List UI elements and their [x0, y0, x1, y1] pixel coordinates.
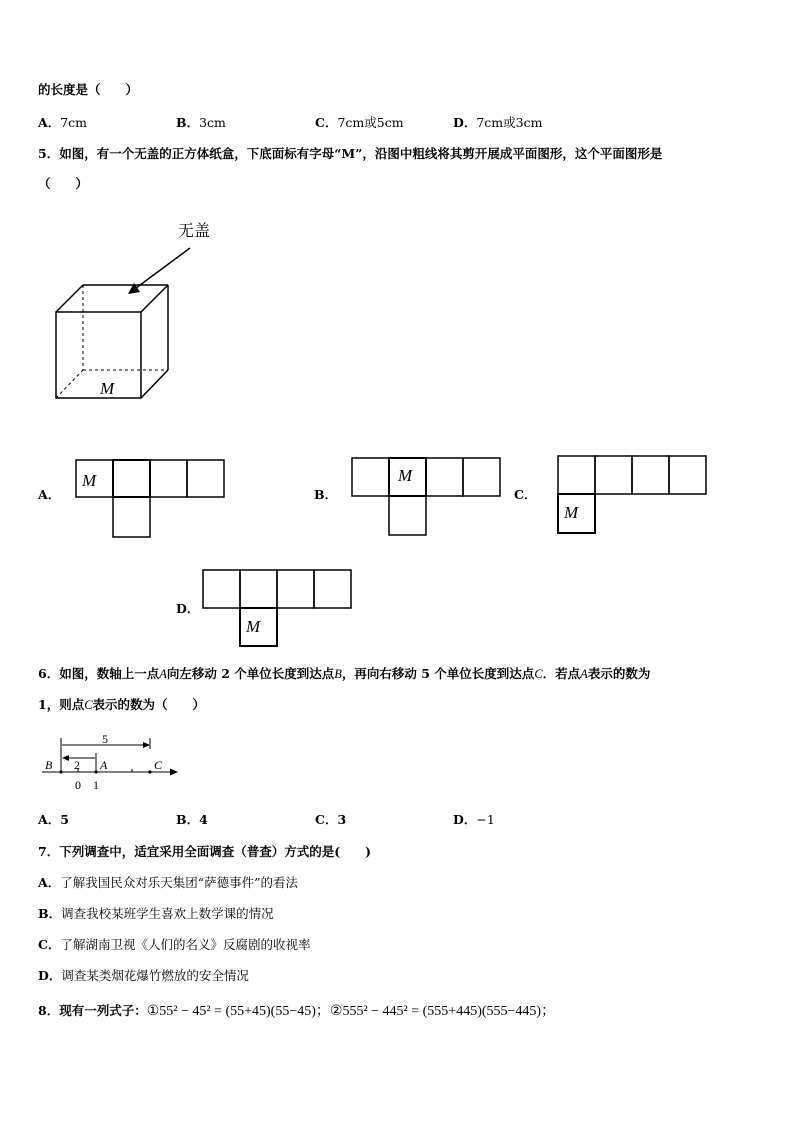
q5-option-d-label[interactable]: D．	[176, 601, 200, 616]
q6-tick-0: 0	[75, 778, 81, 792]
q6-option-b[interactable]: B．4	[176, 812, 208, 827]
q8-formula-1: ①55² − 45² = (55+45)(55−45)；	[146, 1004, 330, 1019]
q8-formula-2: ②555² − 445² = (555+445)(555−445)；	[329, 1004, 556, 1019]
q6-label-b: B	[45, 758, 53, 772]
q8-stem: 8．现有一列式子：①55² − 45² = (55+45)(55−45)；②555² − 445² = (555+445)(555−445)；	[38, 1003, 556, 1019]
q6-option-d[interactable]: D．−1	[453, 812, 495, 827]
q7-option-b[interactable]: B．调查我校某班学生喜欢上数学课的情况	[38, 906, 274, 921]
q5-annotation-no-lid: 无盖	[178, 223, 211, 240]
q4-option-a[interactable]: A．7cm	[38, 115, 88, 130]
q5-option-b-letter: M	[398, 466, 413, 485]
q5-option-b-label[interactable]: B．	[314, 487, 338, 502]
q4-option-b[interactable]: B．3cm	[176, 115, 226, 130]
q4-option-d[interactable]: D．7cm或3cm	[453, 115, 543, 130]
q5-option-a-label[interactable]: A．	[38, 487, 61, 502]
q6-stem-line1: 6．如图，数轴上一点A向左移动 2 个单位长度到达点B，再向右移动 5 个单位长度到达点C．若点A表示的数为	[38, 666, 651, 681]
q6-span-2: 2	[74, 758, 80, 772]
q7-option-a[interactable]: A．了解我国民众对乐天集团“萨德事件”的看法	[38, 875, 298, 890]
q5-option-c-label[interactable]: C．	[514, 487, 537, 502]
q5-stem-line1: 5．如图，有一个无盖的正方体纸盒，下底面标有字母“M”，沿图中粗线将其剪开展成平面图形，这个平面图形是	[38, 146, 663, 161]
q7-option-d[interactable]: D．调查某类烟花爆竹燃放的安全情况	[38, 968, 249, 983]
q7-stem: 7．下列调查中，适宜采用全面调查（普查）方式的是( )	[38, 844, 372, 859]
q6-label-a: A	[100, 758, 108, 772]
q4-option-c[interactable]: C．7cm或5cm	[315, 115, 404, 130]
q5-stem-line2: （ ）	[38, 176, 89, 191]
q6-span-5: 5	[102, 732, 108, 746]
q6-option-a[interactable]: A．5	[38, 812, 69, 827]
q5-option-d-letter: M	[246, 617, 261, 636]
q5-cube-letter-m: M	[100, 379, 115, 398]
q6-tick-1: 1	[93, 778, 99, 792]
q5-option-c-letter: M	[564, 503, 579, 522]
q6-option-c[interactable]: C．3	[315, 812, 347, 827]
q5-option-a-letter: M	[82, 471, 97, 490]
q6-label-c: C	[154, 758, 163, 772]
q4-stem-tail: 的长度是（ ）	[38, 82, 139, 97]
q7-option-c[interactable]: C．了解湖南卫视《人们的名义》反腐剧的收视率	[38, 937, 311, 952]
q6-stem-line2: 1，则点C表示的数为（ ）	[38, 697, 206, 712]
